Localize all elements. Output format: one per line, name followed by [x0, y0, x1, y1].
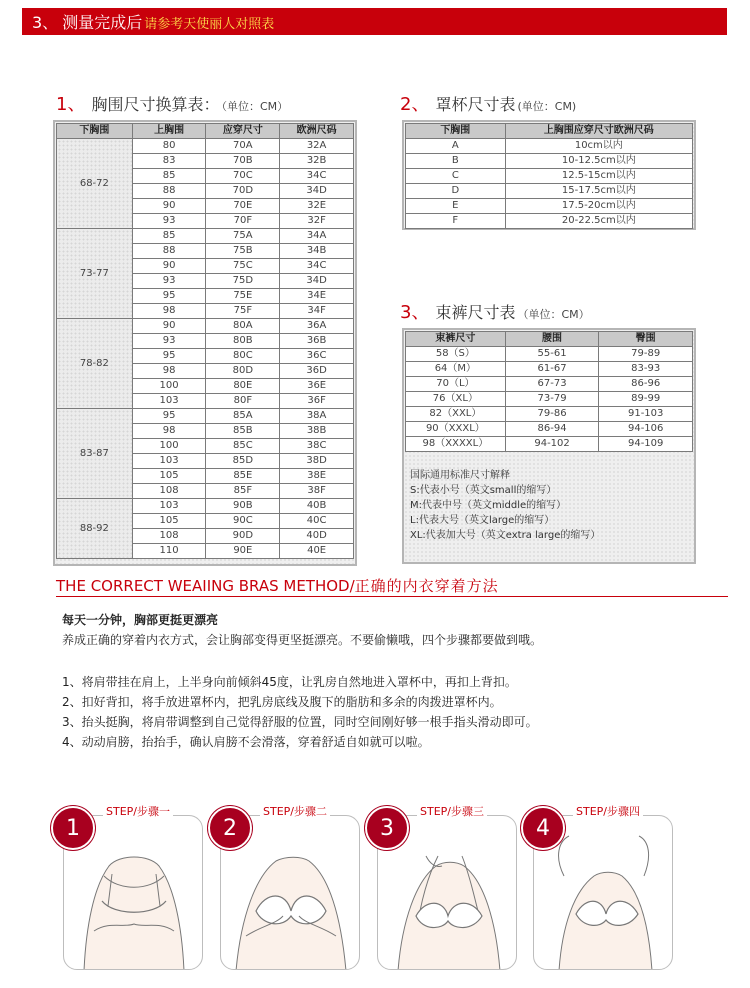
section-title-text: 束裤尺寸表: [435, 303, 516, 322]
table-row: [406, 214, 693, 229]
table-cell: 94-109: [599, 437, 693, 452]
table-cell: 90: [132, 319, 206, 334]
table-cell: 70E: [206, 199, 280, 214]
table-row: [57, 409, 354, 424]
table-cell: 70C: [206, 169, 280, 184]
table-cell: 75D: [206, 274, 280, 289]
table-cell: 75B: [206, 244, 280, 259]
table-cell: 80F: [206, 394, 280, 409]
table-cell: 73-79: [505, 392, 599, 407]
table-header: 臀围: [599, 332, 693, 347]
table-header: 下胸围: [57, 124, 133, 139]
table-cell: C: [406, 169, 506, 184]
table-header: 束裤尺寸: [406, 332, 506, 347]
table-cell: 79-86: [505, 407, 599, 422]
intro-headline: 每天一分钟，胸部更挺更漂亮: [62, 613, 219, 627]
method-heading-cn: 正确的内衣穿着方法: [354, 577, 499, 595]
table-cell: 85E: [206, 469, 280, 484]
step-instruction-1: 1、将肩带挂在肩上，上半身向前倾斜45度，让乳房自然地进入罩杯中，再扣上背扣。: [62, 675, 517, 689]
table-cell: 90E: [206, 544, 280, 559]
table-cell: 105: [132, 469, 206, 484]
table-cell: 75E: [206, 289, 280, 304]
table-cell: 34E: [280, 289, 354, 304]
table-header: 欧洲尺码: [280, 124, 354, 139]
table-cell: 86-96: [599, 377, 693, 392]
table-row: [406, 347, 693, 362]
table-cell: 32A: [280, 139, 354, 154]
table-cell: 36F: [280, 394, 354, 409]
section-unit: (单位：CM): [517, 100, 577, 113]
table-cell: 85C: [206, 439, 280, 454]
table-row: [57, 499, 354, 514]
table-cell: 70（L）: [406, 377, 506, 392]
table-cell: 36D: [280, 364, 354, 379]
section-title-text: 胸围尺寸换算表：: [91, 95, 220, 114]
table-row: [57, 139, 354, 154]
step-label-1: STEP/步骤一: [103, 803, 173, 819]
table-cell: 98（XXXXL）: [406, 437, 506, 452]
table-cell: 38F: [280, 484, 354, 499]
table-row: [57, 229, 354, 244]
table-cell: 105: [132, 514, 206, 529]
table-cell: D: [406, 184, 506, 199]
step-instruction-3: 3、抬头挺胸，将肩带调整到自己觉得舒服的位置，同时空间刚好够一根手指头滑动即可。: [62, 715, 538, 729]
table-cell: 38E: [280, 469, 354, 484]
step-number-3: 3: [365, 806, 409, 850]
table-row: [406, 377, 693, 392]
table-row: [406, 407, 693, 422]
section-banner: [22, 8, 727, 35]
table-row: [406, 422, 693, 437]
table-cell: 94-102: [505, 437, 599, 452]
pants-table-title: [400, 298, 590, 324]
table-row: [406, 169, 693, 184]
table-cell: 67-73: [505, 377, 599, 392]
step-instruction-4: 4、动动肩膀，抬抬手，确认肩膀不会滑落，穿着舒适自如就可以啦。: [62, 735, 430, 749]
table-header: 上胸围应穿尺寸欧洲尺码: [505, 124, 692, 139]
table-cell: 34C: [280, 259, 354, 274]
table-cell: 90B: [206, 499, 280, 514]
table-cell: 32E: [280, 199, 354, 214]
table-cell: 100: [132, 379, 206, 394]
table-cell: 83-93: [599, 362, 693, 377]
table-cell: 94-106: [599, 422, 693, 437]
banner-subtitle: 请参考天使丽人对照表: [144, 17, 275, 32]
table-cell: 10-12.5cm以内: [505, 154, 692, 169]
table-cell: 38C: [280, 439, 354, 454]
table-cell: 55-61: [505, 347, 599, 362]
table-cell: 20-22.5cm以内: [505, 214, 692, 229]
table-cell: 38B: [280, 424, 354, 439]
table-cell: 98: [132, 424, 206, 439]
table-cell: 32F: [280, 214, 354, 229]
pants-size-table: [405, 331, 693, 452]
step-number-1: 1: [51, 806, 95, 850]
table-cell: 95: [132, 349, 206, 364]
table-cell: 88: [132, 184, 206, 199]
table-cell: 75C: [206, 259, 280, 274]
table-cell: 70A: [206, 139, 280, 154]
notes-line: XL:代表加大号（英文extra large的缩写）: [410, 530, 601, 541]
table-row: [406, 199, 693, 214]
table-cell: 70D: [206, 184, 280, 199]
table-cell: 38D: [280, 454, 354, 469]
table-cell: 98: [132, 364, 206, 379]
table-cell: 58（S）: [406, 347, 506, 362]
table-cell: 85A: [206, 409, 280, 424]
table-cell: 40D: [280, 529, 354, 544]
under-bust-group: 78-82: [57, 319, 133, 409]
table-cell: 83: [132, 154, 206, 169]
table-cell: 95: [132, 409, 206, 424]
table-cell: 80B: [206, 334, 280, 349]
under-bust-group: 73-77: [57, 229, 133, 319]
table-cell: 91-103: [599, 407, 693, 422]
table-cell: 90: [132, 259, 206, 274]
table-cell: 36E: [280, 379, 354, 394]
table-cell: A: [406, 139, 506, 154]
banner-title: 测量完成后: [62, 13, 143, 32]
table-cell: 36B: [280, 334, 354, 349]
table-cell: 75A: [206, 229, 280, 244]
table-cell: 93: [132, 274, 206, 289]
intro-body: 养成正确的穿着内衣方式，会让胸部变得更坚挺漂亮。不要偷懒哦，四个步骤都要做到哦。: [62, 633, 543, 647]
table-cell: 90C: [206, 514, 280, 529]
method-heading: [56, 575, 499, 596]
table-cell: 82（XXL）: [406, 407, 506, 422]
step-label-3: STEP/步骤三: [417, 803, 487, 819]
table-cell: 93: [132, 214, 206, 229]
table-cell: 89-99: [599, 392, 693, 407]
table-cell: 108: [132, 484, 206, 499]
table-cell: 75F: [206, 304, 280, 319]
table-cell: 108: [132, 529, 206, 544]
banner-number: 3、: [32, 13, 59, 32]
table-cell: 34D: [280, 274, 354, 289]
table-cell: 103: [132, 499, 206, 514]
section-index: 1、: [56, 94, 86, 115]
step-number-2: 2: [208, 806, 252, 850]
section-index: 2、: [400, 94, 430, 115]
section-unit: （单位：CM）: [517, 308, 590, 321]
step-number-4: 4: [521, 806, 565, 850]
cup-table-title: [400, 90, 576, 116]
table-cell: 98: [132, 304, 206, 319]
notes-line: L:代表大号（英文large的缩写）: [410, 515, 555, 526]
table-cell: 86-94: [505, 422, 599, 437]
under-bust-group: 83-87: [57, 409, 133, 499]
table-cell: 90D: [206, 529, 280, 544]
size-notes: [410, 468, 600, 543]
table-cell: 103: [132, 454, 206, 469]
table-cell: 70F: [206, 214, 280, 229]
table-cell: 93: [132, 334, 206, 349]
table-cell: 34C: [280, 169, 354, 184]
table-cell: 100: [132, 439, 206, 454]
table-cell: 70B: [206, 154, 280, 169]
table-header: 下胸围: [406, 124, 506, 139]
cup-size-table: [405, 123, 693, 229]
table-cell: 80D: [206, 364, 280, 379]
section-unit: （单位：CM）: [221, 100, 289, 113]
table-cell: 10cm以内: [505, 139, 692, 154]
divider: [56, 596, 728, 597]
section-index: 3、: [400, 302, 430, 323]
table-cell: 90（XXXL）: [406, 422, 506, 437]
table-cell: E: [406, 199, 506, 214]
notes-line: S:代表小号（英文small的缩写）: [410, 485, 557, 496]
table-cell: 38A: [280, 409, 354, 424]
section-title-text: 罩杯尺寸表: [435, 95, 516, 114]
table-cell: 64（M）: [406, 362, 506, 377]
table-cell: 103: [132, 394, 206, 409]
table-cell: 34B: [280, 244, 354, 259]
table-cell: 40E: [280, 544, 354, 559]
table-cell: 85D: [206, 454, 280, 469]
table-cell: 15-17.5cm以内: [505, 184, 692, 199]
table-row: [57, 319, 354, 334]
bust-size-table: [56, 123, 354, 559]
table-row: [406, 362, 693, 377]
table-cell: 85: [132, 169, 206, 184]
table-row: [406, 184, 693, 199]
table-cell: 95: [132, 289, 206, 304]
table-cell: 79-89: [599, 347, 693, 362]
table-cell: 76（XL）: [406, 392, 506, 407]
table-cell: 61-67: [505, 362, 599, 377]
table-cell: 12.5-15cm以内: [505, 169, 692, 184]
table-cell: 17.5-20cm以内: [505, 199, 692, 214]
table-cell: 40C: [280, 514, 354, 529]
table-cell: 40B: [280, 499, 354, 514]
bust-table-title: [56, 90, 288, 116]
table-header: 腰围: [505, 332, 599, 347]
table-cell: 85: [132, 229, 206, 244]
step-label-2: STEP/步骤二: [260, 803, 330, 819]
table-cell: 34D: [280, 184, 354, 199]
table-row: [406, 392, 693, 407]
table-cell: 85B: [206, 424, 280, 439]
table-header: 上胸围: [132, 124, 206, 139]
table-cell: 80C: [206, 349, 280, 364]
table-row: [406, 139, 693, 154]
table-cell: 36A: [280, 319, 354, 334]
step-instruction-2: 2、扣好背扣，将手放进罩杯内，把乳房底线及腹下的脂肪和多余的肉拨进罩杯内。: [62, 695, 502, 709]
under-bust-group: 68-72: [57, 139, 133, 229]
table-row: [406, 437, 693, 452]
table-cell: 32B: [280, 154, 354, 169]
table-row: [406, 154, 693, 169]
table-header: 应穿尺寸: [206, 124, 280, 139]
table-cell: 80E: [206, 379, 280, 394]
table-cell: 110: [132, 544, 206, 559]
table-cell: 85F: [206, 484, 280, 499]
table-cell: 90: [132, 199, 206, 214]
table-cell: B: [406, 154, 506, 169]
notes-line: M:代表中号（英文middle的缩写）: [410, 500, 567, 511]
table-cell: 88: [132, 244, 206, 259]
method-heading-en: THE CORRECT WEAIING BRAS METHOD/: [56, 577, 355, 595]
step-label-4: STEP/步骤四: [573, 803, 643, 819]
table-cell: F: [406, 214, 506, 229]
under-bust-group: 88-92: [57, 499, 133, 559]
table-cell: 34A: [280, 229, 354, 244]
table-cell: 80A: [206, 319, 280, 334]
table-cell: 34F: [280, 304, 354, 319]
table-cell: 36C: [280, 349, 354, 364]
notes-title: 国际通用标准尺寸解释: [410, 470, 510, 481]
table-cell: 80: [132, 139, 206, 154]
